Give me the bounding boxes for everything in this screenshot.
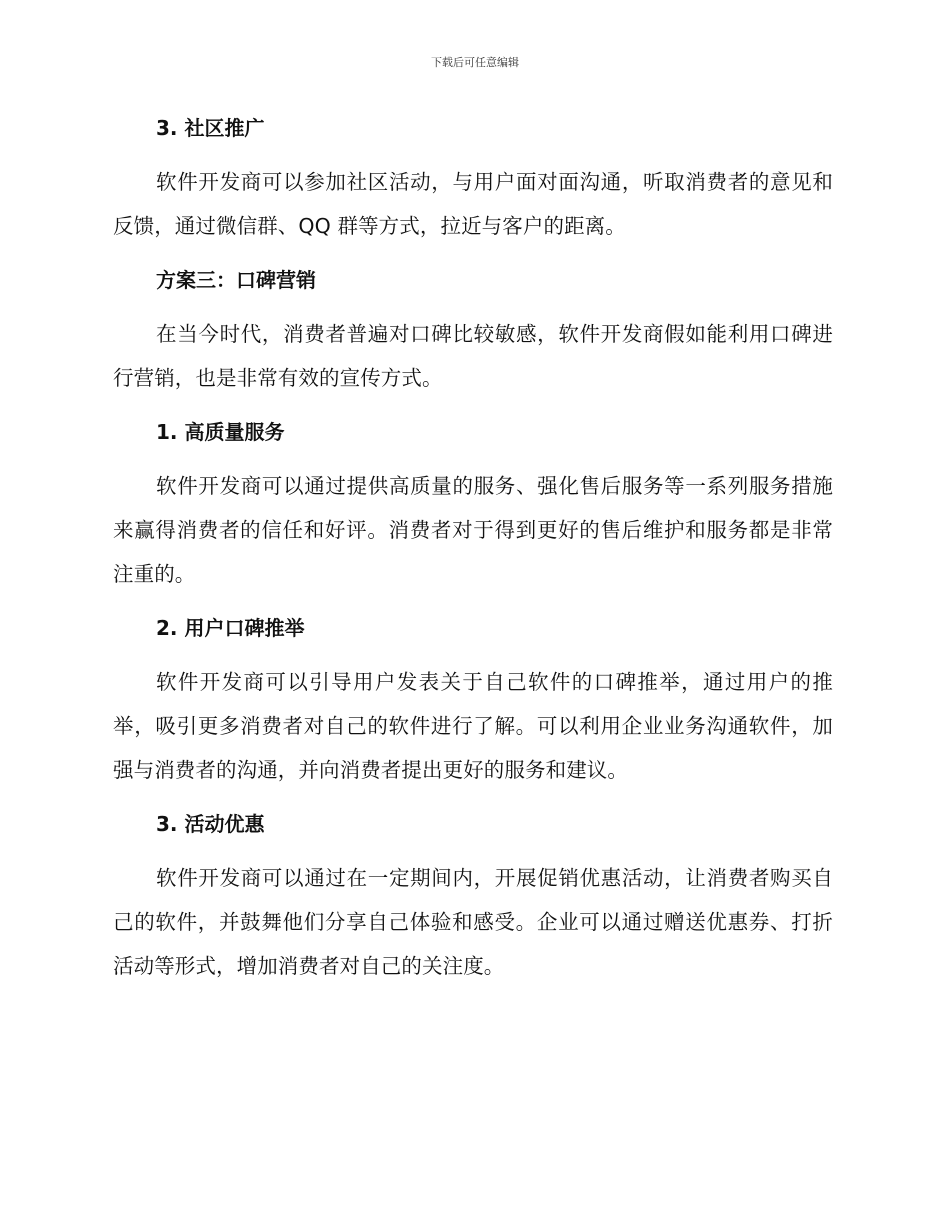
section-user-recommendation — [113, 610, 833, 792]
section-paragraph: 软件开发商可以参加社区活动，与用户面对面沟通，听取消费者的意见和反馈，通过微信群、QQ 群等方式，拉近与客户的距离。 — [113, 170, 833, 238]
section-heading: 1. 高质量服务 — [156, 420, 285, 444]
section-paragraph: 软件开发商可以通过提供高质量的服务、强化售后服务等一系列服务措施来赢得消费者的信任和好评。消费者对于得到更好的售后维护和服务都是非常注重的。 — [113, 474, 833, 586]
document-body — [113, 110, 833, 988]
section-paragraph: 软件开发商可以通过在一定期间内，开展促销优惠活动，让消费者购买自己的软件，并鼓舞他们分享自己体验和感受。企业可以通过赠送优惠券、打折活动等形式，增加消费者对自己的关注度。 — [113, 866, 833, 978]
section-heading: 3. 活动优惠 — [156, 812, 265, 836]
section-heading: 2. 用户口碑推举 — [156, 616, 305, 640]
section-paragraph: 在当今时代，消费者普遍对口碑比较敏感，软件开发商假如能利用口碑进行营销，也是非常有效的宣传方式。 — [113, 322, 833, 390]
page-header-note: 下载后可任意编辑 — [431, 56, 519, 69]
section-community-promotion — [113, 110, 833, 248]
section-promotional-offers — [113, 806, 833, 988]
section-paragraph: 软件开发商可以引导用户发表关于自己软件的口碑推举，通过用户的推举，吸引更多消费者对自己的软件进行了解。可以利用企业业务沟通软件，加强与消费者的沟通，并向消费者提出更好的服务和建议。 — [113, 670, 833, 782]
section-high-quality-service — [113, 414, 833, 596]
section-heading: 3. 社区推广 — [156, 116, 265, 140]
section-word-of-mouth-plan — [113, 262, 833, 400]
section-heading: 方案三：口碑营销 — [156, 268, 316, 292]
